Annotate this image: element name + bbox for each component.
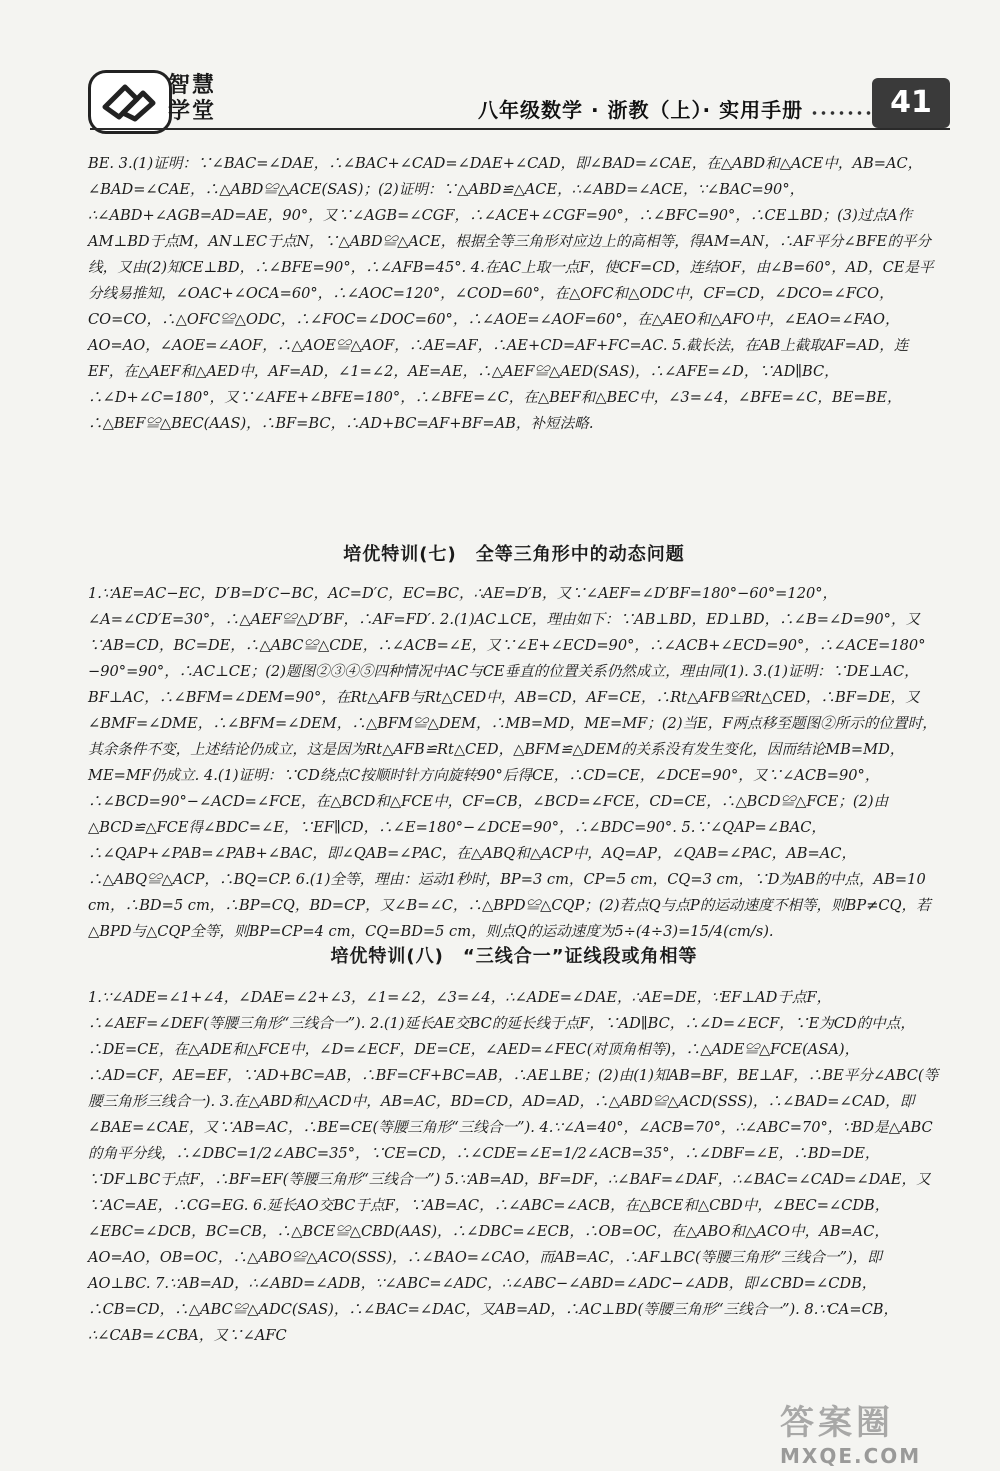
book-title: 八年级数学 · 浙教（上）· 实用手册: [478, 98, 804, 122]
header-divider: [90, 128, 950, 130]
answer-text: BE. 3.(1)证明：∵∠BAC=∠DAE，∴∠BAC+∠CAD=∠DAE+∠CAD，即∠BAD=∠CAE，在△ABD和△ACE中，AB=AC，∠BAD=∠CAE，∴△ABD≌△ACE(SAS)；(2)证明：∵△ABD≌△ACE，∴∠ABD=∠ACE，∵∠BAC=90°，∴∠ABD+∠AGB=AD=AE，90°，又∵∠AGB=∠CGF，∴∠ACE+∠CGF=90°，∴∠BFC=90°，∴CE⊥BD；(3)过点A作AM⊥BD于点M，AN⊥EC于点N，∵△ABD≌△ACE，根据全等三角形对应边上的高相等，得AM=AN，∴AF平分∠BFE的平分线，又由(2)知CE⊥BD，∴∠BFE=90°，∴∠AFB=45°. 4.在AC上取一点F，使CF=CD，连结OF，由∠B=60°，AD，CE是平分线易推知，∠OAC+∠OCA=60°，∴∠AOC=120°，∠COD=60°，在△OFC和△ODC中，CF=CD，∠DCO=∠FCO，CO=CO，∴△OFC≌△ODC，∴∠FOC=∠DOC=60°，∴∠AOE=∠AOF=60°，在△AEO和△AFO中，∠EAO=∠FAO，AO=AO，∠AOE=∠AOF，∴△AOE≌△AOF，∴AE=AF，∴AE+CD=AF+FC=AC. 5.截长法，在AB上截取AF=AD，连EF，在△AEF和△AED中，AF=AD，∠1=∠2，AE=AE，∴△AEF≌△AED(SAS)，∴∠AFE=∠D，∵AD∥BC，∴∠D+∠C=180°，又∵∠AFE+∠BFE=180°，∴∠BFE=∠C，在△BEF和△BEC中，∠3=∠4，∠BFE=∠C，BE=BE，∴△BEF≌△BEC(AAS)，∴BF=BC，∴AD+BC=AF+BF=AB，补短法略.: [88, 154, 934, 432]
answer-text: 1.∵∠ADE=∠1+∠4，∠DAE=∠2+∠3，∠1=∠2，∠3=∠4，∴∠ADE=∠DAE，∴AE=DE，∵EF⊥AD于点F，∴∠AEF=∠DEF(等腰三角形“三线合一”). 2.(1)延长AE交BC的延长线于点F，∵AD∥BC，∴∠D=∠ECF，∵E为CD的中点，∴DE=CE，在△ADE和△FCE中，∠D=∠ECF，DE=CE，∠AED=∠FEC(对顶角相等)，∴△ADE≌△FCE(ASA)，∴AD=CF，AE=EF，∵AD+BC=AB，∴BF=CF+BC=AB，∴AE⊥BE；(2)由(1)知AB=BF，BE⊥AF，∴BE平分∠ABC(等腰三角形三线合一). 3.在△ABD和△ACD中，AB=AC，BD=CD，AD=AD，∴△ABD≌△ACD(SSS)，∴∠BAD=∠CAD，即∠BAE=∠CAE，又∵AB=AC，∴BE=CE(等腰三角形“三线合一”). 4.∵∠A=40°，∠ACB=70°，∴∠ABC=70°，∵BD是△ABC的角平分线，∴∠DBC=1/2∠ABC=35°，∵CE=CD，∴∠CDE=∠E=1/2∠ACB=35°，∴∠DBF=∠E，∴BD=DE，∵DF⊥BC于点F，∴BF=EF(等腰三角形“三线合一”) 5.∵AB=AD，BF=DF，∴∠BAF=∠DAF，∴∠BAC=∠CAD=∠DAE，又∵AC=AE，∴CG=EG. 6.延长AO交BC于点F，∵AB=AC，∴∠ABC=∠ACB，在△BCE和△CBD中，∠BEC=∠CDB，∠EBC=∠DCB，BC=CB，∴△BCE≌△CBD(AAS)，∴∠DBC=∠ECB，∴OB=OC，在△ABO和△ACO中，AB=AC，AO=AO，OB=OC，∴△ABO≌△ACO(SSS)，∴∠BAO=∠CAO，而AB=AC，∴AF⊥BC(等腰三角形“三线合一”)，即AO⊥BC. 7.∵AB=AD，∴∠ABD=∠ADB，∵∠ABC=∠ADC，∴∠ABC−∠ABD=∠ADC−∠ADB，即∠CBD=∠CDB，∴CB=CD，∴△ABC≌△ADC(SAS)，∴∠BAC=∠DAC，又AB=AD，∴AC⊥BD(等腰三角形“三线合一”). 8.∵CA=CB，∴∠CAB=∠CBA，又∵∠AFC: [88, 988, 939, 1344]
section-title-8: 培优特训(八) “三线合一”证线段或角相等: [330, 946, 698, 967]
watermark-url: MXQE.COM: [780, 1444, 922, 1468]
logo-text: 智慧学堂: [168, 72, 217, 124]
logo: [88, 70, 238, 128]
section-title-7: 培优特训(七) 全等三角形中的动态问题: [343, 544, 685, 565]
watermark-text: 答案圈: [780, 1403, 894, 1443]
logo-icon: [88, 70, 172, 134]
watermark: [780, 1395, 990, 1468]
page-header: [0, 0, 1000, 135]
answer-block-2: [88, 566, 940, 959]
answer-block-3: [88, 970, 940, 1363]
decorative-dots: [810, 110, 880, 116]
answer-text: 1.∵AE=AC−EC，D′B=D′C−BC，AC=D′C，EC=BC，∴AE=D′B，又∵∠AEF=∠D′BF=180°−60°=120°，∠A=∠CD′E=30°，∴△AEF≌△D′BF，∴AF=FD′. 2.(1)AC⊥CE，理由如下：∵AB⊥BD，ED⊥BD，∴∠B=∠D=90°，又∵AB=CD，BC=DE，∴△ABC≌△CDE，∴∠ACB=∠E，又∵∠E+∠ECD=90°，∴∠ACB+∠ECD=90°，∴∠ACE=180°−90°=90°，∴AC⊥CE；(2)题图②③④⑤四种情况中AC与CE垂直的位置关系仍然成立，理由同(1). 3.(1)证明：∵DE⊥AC，BF⊥AC，∴∠BFM=∠DEM=90°，在Rt△AFB与Rt△CED中，AB=CD，AF=CE，∴Rt△AFB≌Rt△CED，∴BF=DE，又∠BMF=∠DME，∴∠BFM=∠DEM，∴△BFM≌△DEM，∴MB=MD，ME=MF；(2)当E，F两点移至题图②所示的位置时，其余条件不变，上述结论仍成立，这是因为Rt△AFB≌Rt△CED，△BFM≌△DEM的关系没有发生变化，因而结论MB=MD，ME=MF仍成立. 4.(1)证明：∵CD绕点C按顺时针方向旋转90°后得CE，∴CD=CE，∠DCE=90°，又∵∠ACB=90°，∴∠BCD=90°−∠ACD=∠FCE，在△BCD和△FCE中，CF=CB，∠BCD=∠FCE，CD=CE，∴△BCD≌△FCE；(2)由△BCD≌△FCE得∠BDC=∠E，∵EF∥CD，∴∠E=180°−∠DCE=90°，∴∠BDC=90°. 5.∵∠QAP=∠BAC，∴∠QAP+∠PAB=∠PAB+∠BAC，即∠QAB=∠PAC，在△ABQ和△ACP中，AQ=AP，∠QAB=∠PAC，AB=AC，∴△ABQ≌△ACP，∴BQ=CP. 6.(1)全等，理由：运动1秒时，BP=3 cm，CP=5 cm，CQ=3 cm，∵D为AB的中点，AB=10 cm，∴BD=5 cm，∴BP=CQ，BD=CP，又∠B=∠C，∴△BPD≌△CQP；(2)若点Q与点P的运动速度不相等，则BP≠CQ，若△BPD与△CQP全等，则BP=CP=4 cm，CQ=BD=5 cm，则点Q的运动速度为5÷(4÷3)=15/4(cm/s).: [88, 584, 937, 940]
answer-block-1: [88, 136, 940, 451]
page-number: 41: [872, 78, 950, 128]
